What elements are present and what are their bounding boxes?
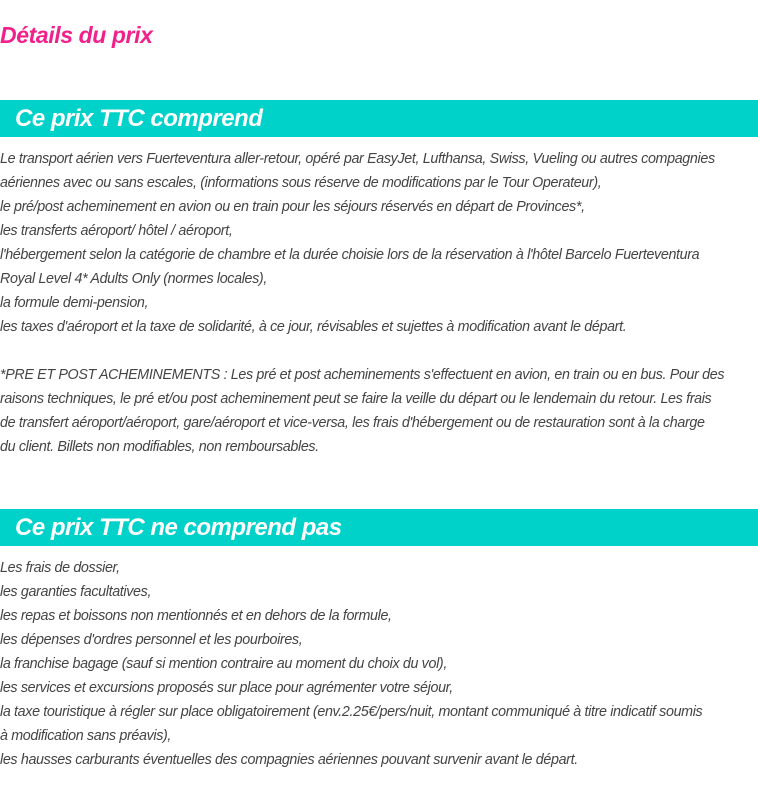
included-item: la formule demi-pension, [0, 295, 149, 311]
excluded-item: la franchise bagage (sauf si mention contraire au moment du choix du vol), [0, 656, 447, 672]
excluded-item: à modification sans préavis), [0, 728, 172, 744]
excluded-list [0, 556, 758, 772]
transfer-note-line: raisons techniques, le pré et/ou post acheminement peut se faire la veille du départ ou le lendemain du retour. Les frais [0, 391, 712, 407]
included-list [0, 147, 758, 339]
included-item: Le transport aérien vers Fuerteventura aller-retour, opéré par EasyJet, Lufthansa, Swiss, Vueling ou autres compagnies [0, 151, 715, 167]
included-section-heading: Ce prix TTC comprend [0, 100, 758, 137]
excluded-item: Les frais de dossier, [0, 560, 120, 576]
included-item: le pré/post acheminement en avion ou en train pour les séjours réservés en départ de Provinces*, [0, 199, 585, 215]
transfer-note-line: de transfert aéroport/aéroport, gare/aéroport et vice-versa, les frais d'hébergement ou de restauration sont à la charge [0, 415, 705, 431]
excluded-item: les garanties facultatives, [0, 584, 152, 600]
included-item: l'hébergement selon la catégorie de chambre et la durée choisie lors de la réservation à l'hôtel Barcelo Fuerteventura [0, 247, 700, 263]
transfer-note-line: du client. Billets non modifiables, non remboursables. [0, 439, 319, 455]
excluded-item: les hausses carburants éventuelles des compagnies aériennes pouvant survenir avant le départ. [0, 752, 578, 768]
page-title: Détails du prix [0, 22, 153, 48]
transfer-note [0, 363, 758, 459]
transfer-note-line: *PRE ET POST ACHEMINEMENTS : Les pré et post acheminements s'effectuent en avion, en train ou en bus. Pour des [0, 367, 725, 383]
included-item: Royal Level 4* Adults Only (normes locales), [0, 271, 267, 287]
included-item: aériennes avec ou sans escales, (informations sous réserve de modifications par le Tour Operateur), [0, 175, 602, 191]
included-item: les taxes d'aéroport et la taxe de solidarité, à ce jour, révisables et sujettes à modification avant le départ. [0, 319, 627, 335]
excluded-item: les services et excursions proposés sur place pour agrémenter votre séjour, [0, 680, 453, 696]
excluded-section-heading: Ce prix TTC ne comprend pas [0, 509, 758, 546]
excluded-item: les repas et boissons non mentionnés et en dehors de la formule, [0, 608, 392, 624]
excluded-item: les dépenses d'ordres personnel et les pourboires, [0, 632, 303, 648]
included-item: les transferts aéroport/ hôtel / aéroport, [0, 223, 233, 239]
excluded-item: la taxe touristique à régler sur place obligatoirement (env.2.25€/pers/nuit, montant communiqué à titre indicatif soumis [0, 704, 703, 720]
